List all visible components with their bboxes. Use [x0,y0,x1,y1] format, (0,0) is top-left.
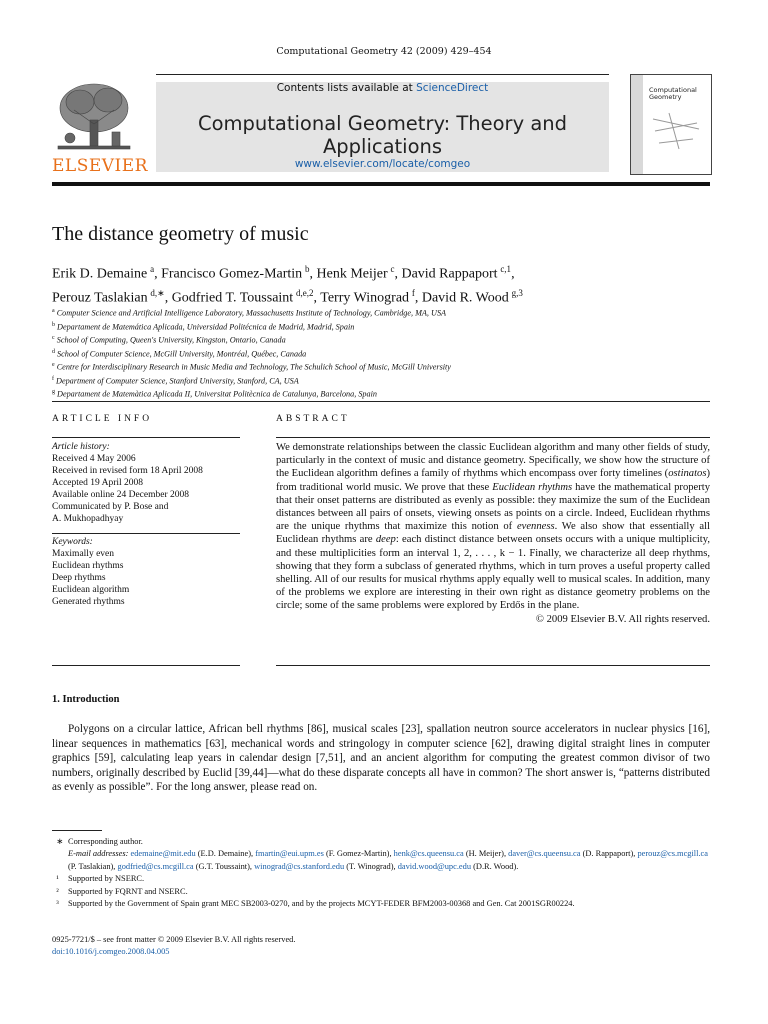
footnote-1: ¹ Supported by NSERC. [52,874,145,884]
author-affiliation-marker[interactable]: a [150,264,155,274]
footnotes [52,836,712,910]
affiliation-line [52,347,712,361]
author-affiliation-marker[interactable]: c,1 [500,264,512,274]
affiliation-line [52,320,712,334]
article-history [52,441,242,525]
author-line-2: Perouz Taslakian $^{d,∗}$, Godfried T. Toussaint $^{d,e,2}$, Terry Winograd $^f$, David R. Wood $^{g,3}$ [52,287,523,306]
affiliation-line [52,374,712,388]
affiliation-marker: e [52,362,55,369]
email-link[interactable]: daver@cs.queensu.ca [508,849,581,859]
abstract-copyright: © 2009 Elsevier B.V. All rights reserved. [535,613,710,625]
author-name: Perouz Taslakian [52,290,148,306]
affiliation-line [52,360,712,374]
email-link[interactable]: perouz@cs.mcgill.ca [637,849,708,859]
author-affiliation-marker[interactable]: b [305,264,310,274]
keywords-block [52,536,242,608]
abstract-rule [276,437,710,438]
email-owner: (H. Meijer), [463,849,509,859]
cover-title-line1: Computational [649,86,697,94]
article-info-rule [52,437,240,438]
footnote-2: ² Supported by FQRNT and NSERC. [52,886,188,896]
email-owner: (F. Gomez-Martin), [323,849,394,859]
article-info-heading: ARTICLE INFO [52,414,153,424]
author-affiliation-marker[interactable]: d,e,2 [296,287,314,298]
keywords-label: Keywords: [52,537,93,547]
contents-prefix: Contents lists available at [276,82,417,94]
author-line-1: Erik D. Demaine $^a$, Francisco Gomez-Martin $^b$, Henk Meijer $^c$, David Rappaport $^{c,1}$, [52,264,515,282]
history-item: Accepted 19 April 2008 [52,478,144,488]
affiliation-marker: d [52,348,55,355]
abstract-bottom-rule [276,665,710,666]
author-name: Erik D. Demaine [52,266,148,282]
keyword-item: Euclidean rhythms [52,561,124,571]
email-owner: (T. Winograd), [344,861,398,871]
history-label: Article history: [52,442,110,452]
abstract-text: We demonstrate relationships between the classic Euclidean algorithm and many other fields of study, particularly in the context of music and distance geometry. Specifically, we show how the structure of the Euclidean algorithm defines a family of rhythms which encompass over forty timelines (ostinatos) from traditional world music. We prove that these Euclidean rhythms have the mathematical property that their onset patterns are distributed as evenly as possible: they maximize the sum of the Euclidean distances between all pairs of onsets, viewing onsets as points on a circle. Indeed, Euclidean rhythms are the unique rhythms that maximize this notion of evenness. We also show that essentially all Euclidean rhythms are deep: each distinct distance between onsets occurs with a unique multiplicity, and these multiplicities form an interval 1, 2, . . . , k − 1. Finally, we characterize all deep rhythms, showing that they form a subclass of generated rhythms, which in turn proves a useful property called shelling. All of our results for musical rhythms apply equally well to musical scales. In addition, many of the problems we explore are interesting in their own right as distance geometry problems on the circle; some of the same problems were explored by Erdős in the plane. [276,442,711,612]
history-item: Received 4 May 2006 [52,454,136,464]
author-name: Henk Meijer [316,266,388,282]
keyword-item: Generated rhythms [52,597,125,607]
cover-title [649,87,697,101]
affiliation-text: Departament de Matemàtica Aplicada II, Universitat Politècnica de Catalunya, Barcelona, Spain [55,389,377,399]
author-affiliation-marker[interactable]: f [411,287,415,298]
email-link[interactable]: godfried@cs.mcgill.ca [117,861,194,871]
doi-link[interactable]: doi:10.1016/j.comgeo.2008.04.005 [52,947,170,956]
email-link[interactable]: edemaine@mit.edu [130,849,196,859]
journal-cover-thumbnail[interactable] [630,74,712,175]
history-item: A. Mukhopadhyay [52,514,124,524]
article-info-bottom-rule [52,665,240,666]
affiliation-marker: a [52,308,55,314]
affiliation-marker: c [52,335,55,342]
header-thick-rule [52,182,710,186]
cover-title-line2: Geometry [649,93,682,101]
affiliation-marker: f [52,375,54,382]
contents-line [156,82,609,94]
author-affiliation-marker[interactable]: g,3 [511,287,523,298]
email-owner: (G.T. Toussaint), [193,861,255,871]
paper-title: The distance geometry of music [52,223,309,245]
author-name: Godfried T. Toussaint [171,290,294,306]
author-name: David Rappaport [401,266,498,282]
affiliation-line [52,306,712,320]
affiliation-text: Department of Computer Science, Stanford University, Stanford, CA, USA [54,376,299,386]
affiliation-text: School of Computer Science, McGill University, Montréal, Québec, Canada [55,349,307,359]
footnote-3: ³ Supported by the Government of Spain grant MEC SB2003-0270, and by the projects MCYT-FEDER BFM2003-00368 and Gen. Cat 2001SGR00224. [52,899,575,909]
journal-url-link[interactable]: www.elsevier.com/locate/comgeo [294,158,471,170]
introduction-paragraph: Polygons on a circular lattice, African bell rhythms [86], musical scales [23], spallation neutron source accelerators in nuclear physics [16], linear sequences in mathematics [63], mechanical words and stringology in computer science [62], drawing digital straight lines in computer graphics [59], calculating leap years in calendar design [7,51], and an ancient algorithm for computing the greatest common divisor of two numbers, originally described by Euclid [39,44]—what do these disparate concepts all have in common? The short answer is, “patterns distributed as evenly as possible”. For the long answer, please read on. [52,723,710,794]
affiliation-marker: b [52,321,55,328]
email-link[interactable]: henk@cs.queensu.ca [393,849,464,859]
history-list [52,453,242,525]
email-owner: (E.D. Demaine), [195,849,256,859]
affiliation-text: Computer Science and Artificial Intelligence Laboratory, Massachusetts Institute of Technology, Cambridge, MA, USA [54,308,447,318]
footnote-emails: E-mail addresses: edemaine@mit.edu (E.D. Demaine), fmartin@eui.upm.es (F. Gomez-Martin), henk@cs.queensu.ca (H. Meijer), daver@cs.queensu.ca (D. Rappaport), perouz@cs.mcgill.ca (P. Taslakian), godfried@cs.mcgill.ca (G.T. Toussaint), winograd@cs.stanford.edu (T. Winograd), david.wood@upc.edu (D.R. Wood). [68,849,708,871]
affiliation-text: Departament de Matemática Aplicada, Universidad Politécnica de Madrid, Madrid, Spain [55,322,355,332]
publisher-logo-text: ELSEVIER [52,156,148,176]
affiliation-marker: g [52,389,55,396]
footnote-rule [52,830,102,831]
author-affiliation-marker[interactable]: d,∗ [150,287,165,298]
journal-title: Computational Geometry: Theory and Applications [197,112,567,158]
email-owner: (P. Taslakian), [68,861,118,871]
front-matter [52,934,295,958]
affiliation-text: Centre for Interdisciplinary Research in Music Media and Technology, The Schulich School of Music, McGill University [54,362,451,372]
keywords-rule [52,533,240,534]
sciencedirect-link[interactable]: ScienceDirect [416,82,489,94]
history-item: Received in revised form 18 April 2008 [52,466,203,476]
abstract-heading: ABSTRACT [276,414,350,424]
author-list [52,260,712,307]
keywords-list [52,548,242,608]
author-affiliation-marker[interactable]: c [390,264,395,274]
email-link[interactable]: fmartin@eui.upm.es [255,849,324,859]
email-link[interactable]: david.wood@upc.edu [397,861,472,871]
email-owner: (D.R. Wood). [471,861,519,871]
author-name: Terry Winograd [320,290,410,306]
abstract-body [276,441,710,626]
section-heading-introduction: 1. Introduction [52,694,120,705]
footnote-corresponding: ∗ Corresponding author. [52,837,143,846]
affiliations [52,306,712,401]
email-link[interactable]: winograd@cs.stanford.edu [254,861,345,871]
author-name: Francisco Gomez-Martin [161,266,303,282]
elsevier-tree-logo [52,80,136,154]
keyword-item: Euclidean algorithm [52,585,130,595]
affiliation-line [52,333,712,347]
email-owner: (D. Rappaport), [580,849,638,859]
header-top-rule [156,74,609,75]
history-item: Available online 24 December 2008 [52,490,189,500]
section-rule [52,401,710,402]
journal-reference: Computational Geometry 42 (2009) 429–454 [276,46,492,57]
affiliation-text: School of Computing, Queen's University, Kingston, Ontario, Canada [54,335,286,345]
history-item: Communicated by P. Bose and [52,502,169,512]
author-name: David R. Wood [421,290,509,306]
affiliation-line [52,387,712,401]
keyword-item: Deep rhythms [52,573,106,583]
keyword-item: Maximally even [52,549,114,559]
issn-line: 0925-7721/$ – see front matter © 2009 Elsevier B.V. All rights reserved. [52,935,296,944]
cover-spine [631,75,643,174]
cover-figure-icon [649,109,705,153]
